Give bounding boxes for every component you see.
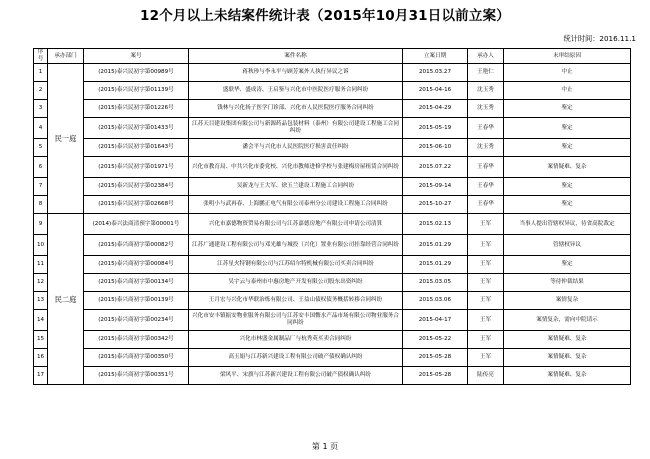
- cell-reason: 案情疑难、复杂: [504, 331, 631, 349]
- cell-no: 1: [34, 64, 48, 82]
- cell-case-no: (2015)泰兴商初字第00342号: [84, 331, 189, 349]
- cell-reason: 鉴定: [504, 100, 631, 118]
- cell-case-name: 高玉娟与江苏新兴建设工程有限公司破产债权确认纠纷: [189, 349, 403, 367]
- cell-judge: 王军: [468, 274, 504, 292]
- cell-date: 2015-09-14: [403, 178, 468, 196]
- cell-reason: 等待仲裁结果: [504, 274, 631, 292]
- cell-case-no: (2015)泰兴商初字第00134号: [84, 274, 189, 292]
- table-row: [34, 82, 631, 100]
- cell-case-name: 江苏星火特钢有限公司与江苏绍尔特机械有限公司买卖合同纠纷: [189, 256, 403, 274]
- cell-case-name: 兴化市林盛金属制品厂与杭秀英买卖合同纠纷: [189, 331, 403, 349]
- cell-case-name: 江苏天目建设集团有限公司与新源药品包装材料（泰州）有限公司建设工程施工合同纠纷: [189, 118, 403, 139]
- cell-date: 2015-04-17: [403, 310, 468, 331]
- table-row: [34, 178, 631, 196]
- cell-judge: 沈玉秀: [468, 82, 504, 100]
- cell-case-no: (2015)泰兴商初字第00350号: [84, 349, 189, 367]
- cell-date: 2015.01.29: [403, 256, 468, 274]
- table-row: [34, 196, 631, 214]
- cell-reason: 鉴定: [504, 139, 631, 157]
- cell-reason: 鉴定: [504, 256, 631, 274]
- cell-judge: 王春华: [468, 196, 504, 214]
- cell-judge: 王春华: [468, 118, 504, 139]
- cell-case-no: (2015)泰兴民初字第02668号: [84, 196, 189, 214]
- cell-judge: 王军: [468, 331, 504, 349]
- header-case-name: 案件名称: [189, 49, 403, 64]
- cell-department: 民二庭: [48, 214, 84, 385]
- cell-case-no: (2015)泰兴民初字第00989号: [84, 64, 189, 82]
- case-table: [33, 48, 631, 385]
- cell-case-no: (2015)泰兴商初字第00084号: [84, 256, 189, 274]
- cell-case-name: 兴化市嘉德物资贸易有限公司与江苏嘉德房地产有限公司申请公司清算: [189, 214, 403, 235]
- cell-judge: 王春华: [468, 157, 504, 178]
- cell-case-name: 吴新龙与王大军、徐玉兰建设工程施工合同纠纷: [189, 178, 403, 196]
- table-header-row: [34, 49, 631, 64]
- cell-reason: 管辖权异议: [504, 235, 631, 256]
- cell-case-name: 江苏广通建设工程有限公司与邓光雄与城投（兴化）置业有限公司挂靠经营合同纠纷: [189, 235, 403, 256]
- table-row: [34, 139, 631, 157]
- cell-reason: 中止: [504, 82, 631, 100]
- header-no: 序号: [34, 49, 48, 64]
- header-department: 承办部门: [48, 49, 84, 64]
- cell-no: 7: [34, 178, 48, 196]
- cell-reason: 鉴定: [504, 196, 631, 214]
- table-row: [34, 331, 631, 349]
- cell-no: 9: [34, 214, 48, 235]
- cell-date: 2015.03.06: [403, 292, 468, 310]
- cell-no: 13: [34, 292, 48, 310]
- cell-judge: 王军: [468, 214, 504, 235]
- cell-case-no: (2015)泰兴民初字第01226号: [84, 100, 189, 118]
- cell-reason: 案情复杂: [504, 292, 631, 310]
- cell-case-name: 梁风平、宋旗与江苏新兴建设工程有限公司破产债权确认纠纷: [189, 367, 403, 385]
- cell-case-name: 张明小与武再春、上海鹏正电气有限公司泰州分公司建设工程施工合同纠纷: [189, 196, 403, 214]
- stat-time: 统计时间：2016.11.1: [563, 34, 636, 43]
- cell-no: 6: [34, 157, 48, 178]
- cell-date: 2015-04-16: [403, 82, 468, 100]
- cell-no: 15: [34, 331, 48, 349]
- cell-judge: 陆传亮: [468, 367, 504, 385]
- table-row: [34, 349, 631, 367]
- table-row: [34, 256, 631, 274]
- cell-reason: 当事人提出管辖权异议，待省高院裁定: [504, 214, 631, 235]
- cell-case-name: 钱林与兴化扬子医学门诊部、兴化市人民医院医疗服务合同纠纷: [189, 100, 403, 118]
- cell-case-no: (2015)泰兴民初字第01433号: [84, 118, 189, 139]
- cell-no: 16: [34, 349, 48, 367]
- cell-reason: 案情疑难、复杂: [504, 367, 631, 385]
- cell-date: 2015-05-19: [403, 118, 468, 139]
- cell-judge: 王春华: [468, 178, 504, 196]
- cell-case-name: 兴化市安丰镇振安物业服务有限公司与江苏安丰国鳖水产品市场有限公司物业服务合同纠纷: [189, 310, 403, 331]
- cell-case-no: (2015)泰兴商初字第00139号: [84, 292, 189, 310]
- cell-case-name: 盛联华、盛成涛、王启鉴与兴化市中医院医疗服务合同纠纷: [189, 82, 403, 100]
- cell-reason: 中止: [504, 64, 631, 82]
- cell-no: 11: [34, 256, 48, 274]
- cell-case-name: 王月宏与兴化市华联治炼有限公司、王益山债权债务概括转移合同纠纷: [189, 292, 403, 310]
- cell-date: 2015-05-22: [403, 331, 468, 349]
- cell-date: 2015.01.29: [403, 235, 468, 256]
- cell-date: 2015-10-27: [403, 196, 468, 214]
- header-reason: 未审结原因: [504, 49, 631, 64]
- table-row: [34, 157, 631, 178]
- table-row: [34, 100, 631, 118]
- page-title: 12个月以上未结案件统计表（2015年10月31日以前立案）: [140, 8, 510, 24]
- cell-case-no: (2015)泰兴商初字第00351号: [84, 367, 189, 385]
- cell-case-no: (2015)泰兴商初字第00234号: [84, 310, 189, 331]
- cell-reason: 鉴定: [504, 118, 631, 139]
- cell-case-no: (2015)泰兴民初字第02384号: [84, 178, 189, 196]
- cell-no: 17: [34, 367, 48, 385]
- cell-judge: 王艳仁: [468, 64, 504, 82]
- table-row: [34, 274, 631, 292]
- cell-no: 10: [34, 235, 48, 256]
- cell-judge: 王军: [468, 292, 504, 310]
- table-row: [34, 214, 631, 235]
- cell-judge: 沈玉秀: [468, 100, 504, 118]
- cell-no: 12: [34, 274, 48, 292]
- cell-judge: 王军: [468, 256, 504, 274]
- cell-date: 2015.02.13: [403, 214, 468, 235]
- cell-case-name: 潘会平与兴化市人民医院医疗损害责任纠纷: [189, 139, 403, 157]
- cell-case-name: 蒋秋珍与李永平与顾芳案外人执行异议之诉: [189, 64, 403, 82]
- table-row: [34, 310, 631, 331]
- cell-judge: 沈玉秀: [468, 139, 504, 157]
- cell-case-no: (2015)泰兴民初字第01139号: [84, 82, 189, 100]
- cell-reason: 案情复杂，需向中院请示: [504, 310, 631, 331]
- cell-no: 4: [34, 118, 48, 139]
- cell-judge: 王军: [468, 349, 504, 367]
- cell-judge: 王军: [468, 235, 504, 256]
- cell-case-name: 吴宇云与泰州市中惠房地产开发有限公司股东出资纠纷: [189, 274, 403, 292]
- cell-case-no: (2015)泰兴民初字第01971号: [84, 157, 189, 178]
- cell-date: 2015-05-28: [403, 349, 468, 367]
- cell-case-no: (2014)泰兴法商清预字第00001号: [84, 214, 189, 235]
- cell-date: 2015-06-10: [403, 139, 468, 157]
- header-judge: 承办人: [468, 49, 504, 64]
- cell-date: 2015.03.27: [403, 64, 468, 82]
- cell-date: 2015.03.05: [403, 274, 468, 292]
- cell-reason: 鉴定: [504, 178, 631, 196]
- cell-department: 民一庭: [48, 64, 84, 214]
- cell-no: 5: [34, 139, 48, 157]
- header-case-no: 案号: [84, 49, 189, 64]
- cell-case-name: 兴化市教育局、中共兴化市委党校、兴化市教师进修学校与张建梅房屋租赁合同纠纷: [189, 157, 403, 178]
- header-filing-date: 立案日期: [403, 49, 468, 64]
- table-row: [34, 367, 631, 385]
- cell-reason: 案情疑难、复杂: [504, 157, 631, 178]
- cell-date: 2015-04-29: [403, 100, 468, 118]
- page-footer: 第 1 页: [311, 442, 339, 451]
- cell-case-no: (2015)泰兴商初字第00082号: [84, 235, 189, 256]
- cell-judge: 王军: [468, 310, 504, 331]
- cell-reason: 案情疑难、复杂: [504, 349, 631, 367]
- table-row: [34, 64, 631, 82]
- cell-date: 2015.07.22: [403, 157, 468, 178]
- table-row: [34, 118, 631, 139]
- cell-case-no: (2015)泰兴民初字第01643号: [84, 139, 189, 157]
- cell-no: 3: [34, 100, 48, 118]
- cell-date: 2015-05-28: [403, 367, 468, 385]
- table-row: [34, 235, 631, 256]
- cell-no: 14: [34, 310, 48, 331]
- cell-no: 2: [34, 82, 48, 100]
- table-row: [34, 292, 631, 310]
- cell-no: 8: [34, 196, 48, 214]
